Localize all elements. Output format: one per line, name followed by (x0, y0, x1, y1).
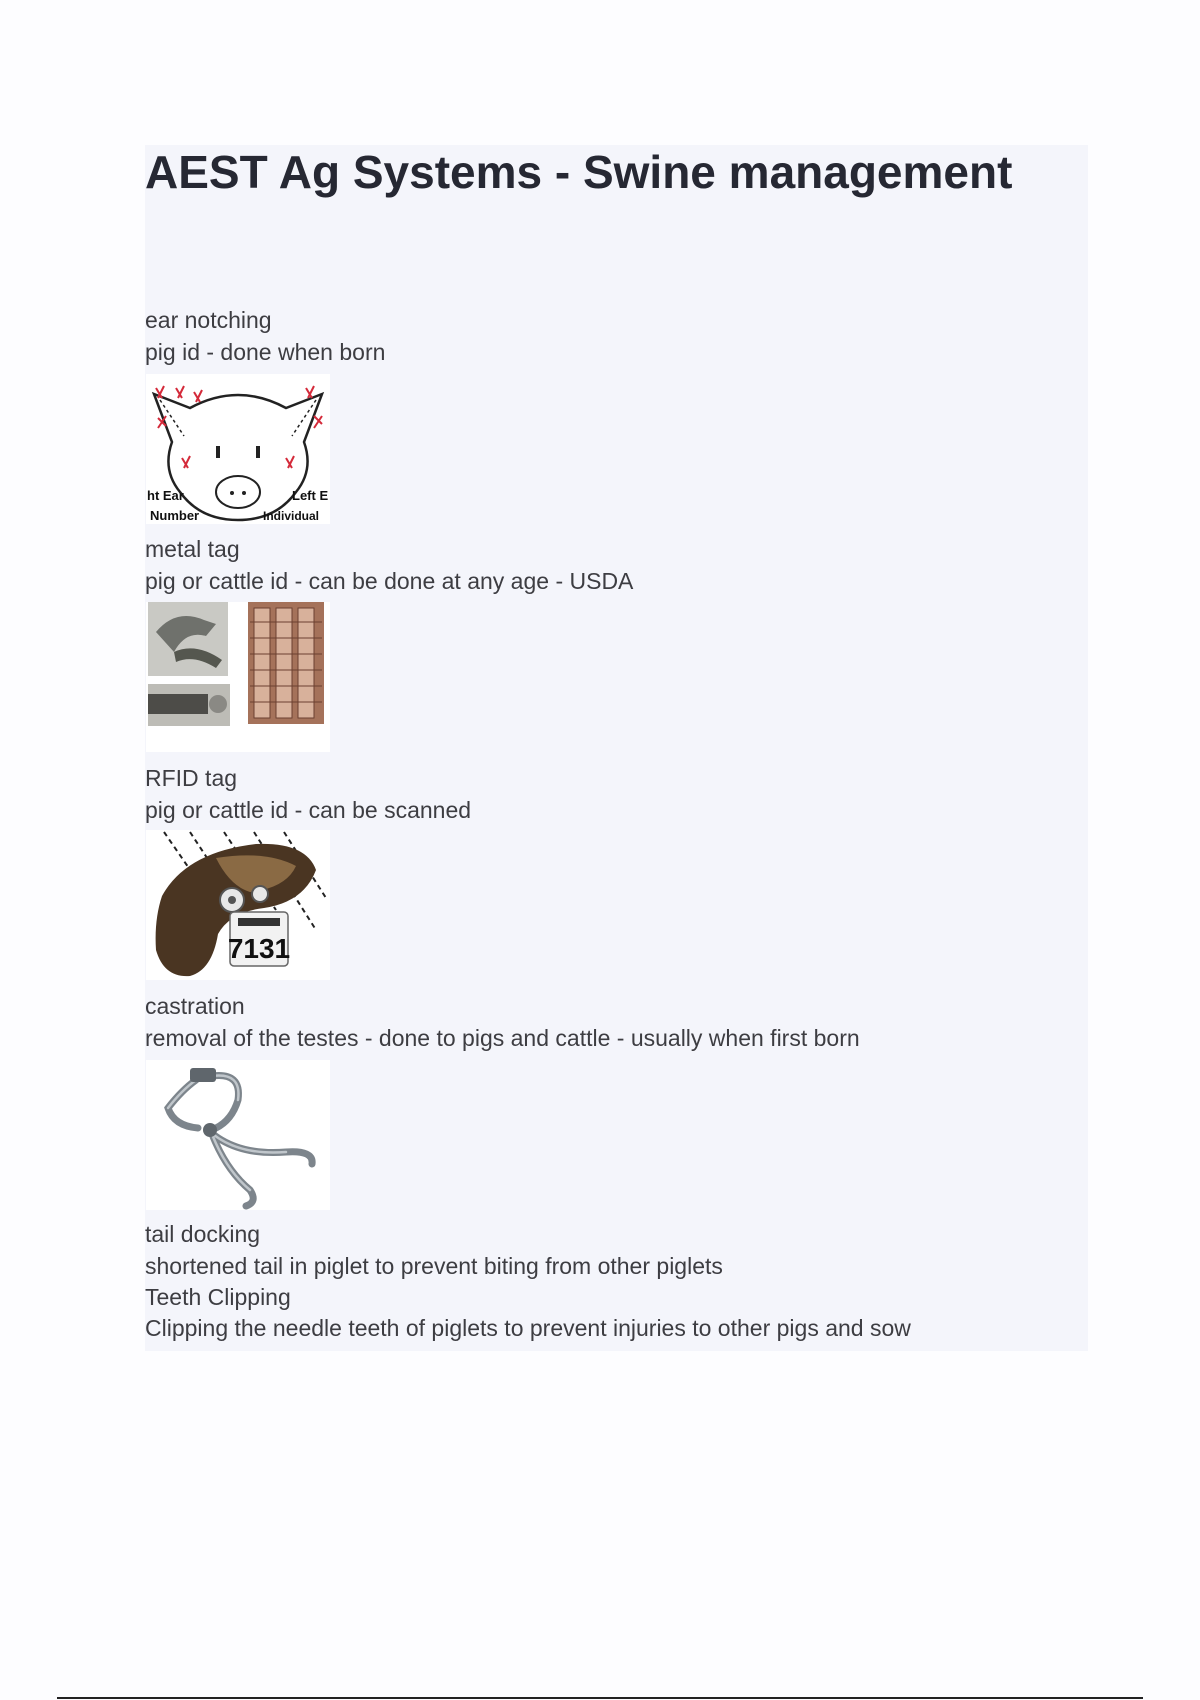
definition-teeth-clipping: Clipping the needle teeth of piglets to prevent injuries to other pigs and sow (145, 1315, 911, 1341)
definition-metal-tag: pig or cattle id - can be done at any age - USDA (145, 568, 634, 594)
metal-tag-applicator-icon (146, 602, 330, 752)
term-teeth-clipping: Teeth Clipping (145, 1284, 291, 1310)
pig-ear-notch-icon (146, 374, 330, 524)
rfid-tag-number: 7131 (227, 933, 291, 964)
diagram-label-individual: Individual (263, 509, 320, 523)
definition-rfid-tag: pig or cattle id - can be scanned (145, 797, 472, 823)
castration-pliers-icon (146, 1060, 330, 1210)
term-rfid-tag: RFID tag (145, 765, 238, 791)
definition-tail-docking: shortened tail in piglet to prevent biting from other piglets (145, 1253, 723, 1279)
page-title: AEST Ag Systems - Swine management (145, 146, 1013, 198)
term-tail-docking: tail docking (145, 1221, 261, 1247)
definition-ear-notching: pig id - done when born (145, 339, 386, 365)
term-metal-tag: metal tag (145, 536, 240, 562)
footer-rule (57, 1697, 1143, 1699)
term-ear-notching: ear notching (145, 307, 272, 333)
diagram-label-number: Number (150, 508, 200, 523)
term-castration: castration (145, 993, 245, 1019)
rfid-ear-tag-icon (146, 830, 330, 984)
rfid-tag-image (146, 830, 330, 980)
ear-notch-diagram-image (146, 374, 330, 524)
metal-tag-image (146, 602, 330, 752)
castration-tool-image (146, 1060, 330, 1210)
diagram-label-ht-ear: ht Ear (147, 488, 184, 503)
definition-castration: removal of the testes - done to pigs and cattle - usually when first born (145, 1025, 860, 1051)
diagram-label-left-e: Left E (292, 488, 329, 503)
